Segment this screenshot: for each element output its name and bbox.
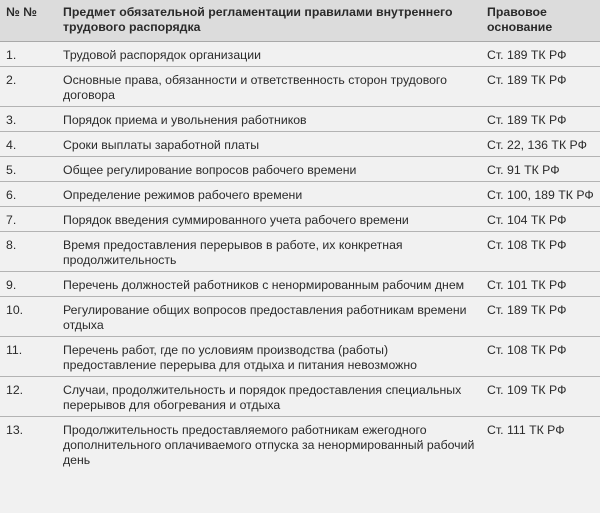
row-number: 8.: [0, 232, 57, 272]
row-number: 1.: [0, 42, 57, 67]
row-subject: Регулирование общих вопросов предоставления работникам времени отдыха: [57, 297, 481, 337]
table-row: [0, 417, 600, 472]
row-subject: Определение режимов рабочего времени: [57, 182, 481, 207]
row-number: 11.: [0, 337, 57, 377]
table-row: [0, 107, 600, 132]
table-header: [0, 0, 600, 42]
table-row: [0, 377, 600, 417]
table-row: [0, 132, 600, 157]
table-row: [0, 297, 600, 337]
row-basis: Ст. 189 ТК РФ: [481, 297, 600, 337]
header-subject: Предмет обязательной регламентации правилами внутреннего трудового распорядка: [57, 0, 481, 42]
table-row: [0, 337, 600, 377]
row-subject: Трудовой распорядок организации: [57, 42, 481, 67]
row-basis: Ст. 189 ТК РФ: [481, 42, 600, 67]
row-basis: Ст. 108 ТК РФ: [481, 337, 600, 377]
row-subject: Общее регулирование вопросов рабочего времени: [57, 157, 481, 182]
row-subject: Сроки выплаты заработной платы: [57, 132, 481, 157]
row-basis: Ст. 111 ТК РФ: [487, 423, 565, 437]
row-number: 7.: [0, 207, 57, 232]
row-subject: Продолжительность предоставляемого работникам ежегодного дополнительного оплачиваемого отпуска за ненормированный рабочий день: [63, 423, 475, 467]
row-number: 13.: [6, 423, 24, 437]
header-basis: Правовое основание: [481, 0, 600, 42]
row-basis: Ст. 108 ТК РФ: [481, 232, 600, 272]
row-subject: Время предоставления перерывов в работе, их конкретная продолжительность: [57, 232, 481, 272]
table-row: [0, 207, 600, 232]
header-number: № №: [0, 0, 57, 42]
table-row: [0, 272, 600, 297]
table-row: [0, 67, 600, 107]
table-row: [0, 182, 600, 207]
row-number: 5.: [0, 157, 57, 182]
table-row: [0, 42, 600, 67]
table-row: [0, 232, 600, 272]
row-subject: Случаи, продолжительность и порядок предоставления специальных перерывов для обогревания и отдыха: [57, 377, 481, 417]
row-basis: Ст. 22, 136 ТК РФ: [481, 132, 600, 157]
row-subject: Порядок приема и увольнения работников: [57, 107, 481, 132]
row-subject: Перечень должностей работников с ненормированным рабочим днем: [57, 272, 481, 297]
row-basis: Ст. 109 ТК РФ: [481, 377, 600, 417]
table-row: [0, 157, 600, 182]
row-basis: Ст. 100, 189 ТК РФ: [481, 182, 600, 207]
row-basis: Ст. 101 ТК РФ: [481, 272, 600, 297]
header-row: [0, 0, 600, 42]
row-number: 3.: [0, 107, 57, 132]
row-number: 6.: [0, 182, 57, 207]
row-number: 12.: [0, 377, 57, 417]
table-body: [0, 42, 600, 472]
row-subject: Основные права, обязанности и ответственность сторон трудового договора: [57, 67, 481, 107]
row-basis: Ст. 189 ТК РФ: [481, 67, 600, 107]
row-number: 9.: [0, 272, 57, 297]
row-subject: Порядок введения суммированного учета рабочего времени: [57, 207, 481, 232]
row-number: 4.: [0, 132, 57, 157]
row-basis: Ст. 91 ТК РФ: [481, 157, 600, 182]
row-number: 2.: [0, 67, 57, 107]
row-basis: Ст. 104 ТК РФ: [481, 207, 600, 232]
row-number: 10.: [0, 297, 57, 337]
row-subject: Перечень работ, где по условиям производства (работы) предоставление перерыва для отдыха и питания невозможно: [57, 337, 481, 377]
row-basis: Ст. 189 ТК РФ: [481, 107, 600, 132]
